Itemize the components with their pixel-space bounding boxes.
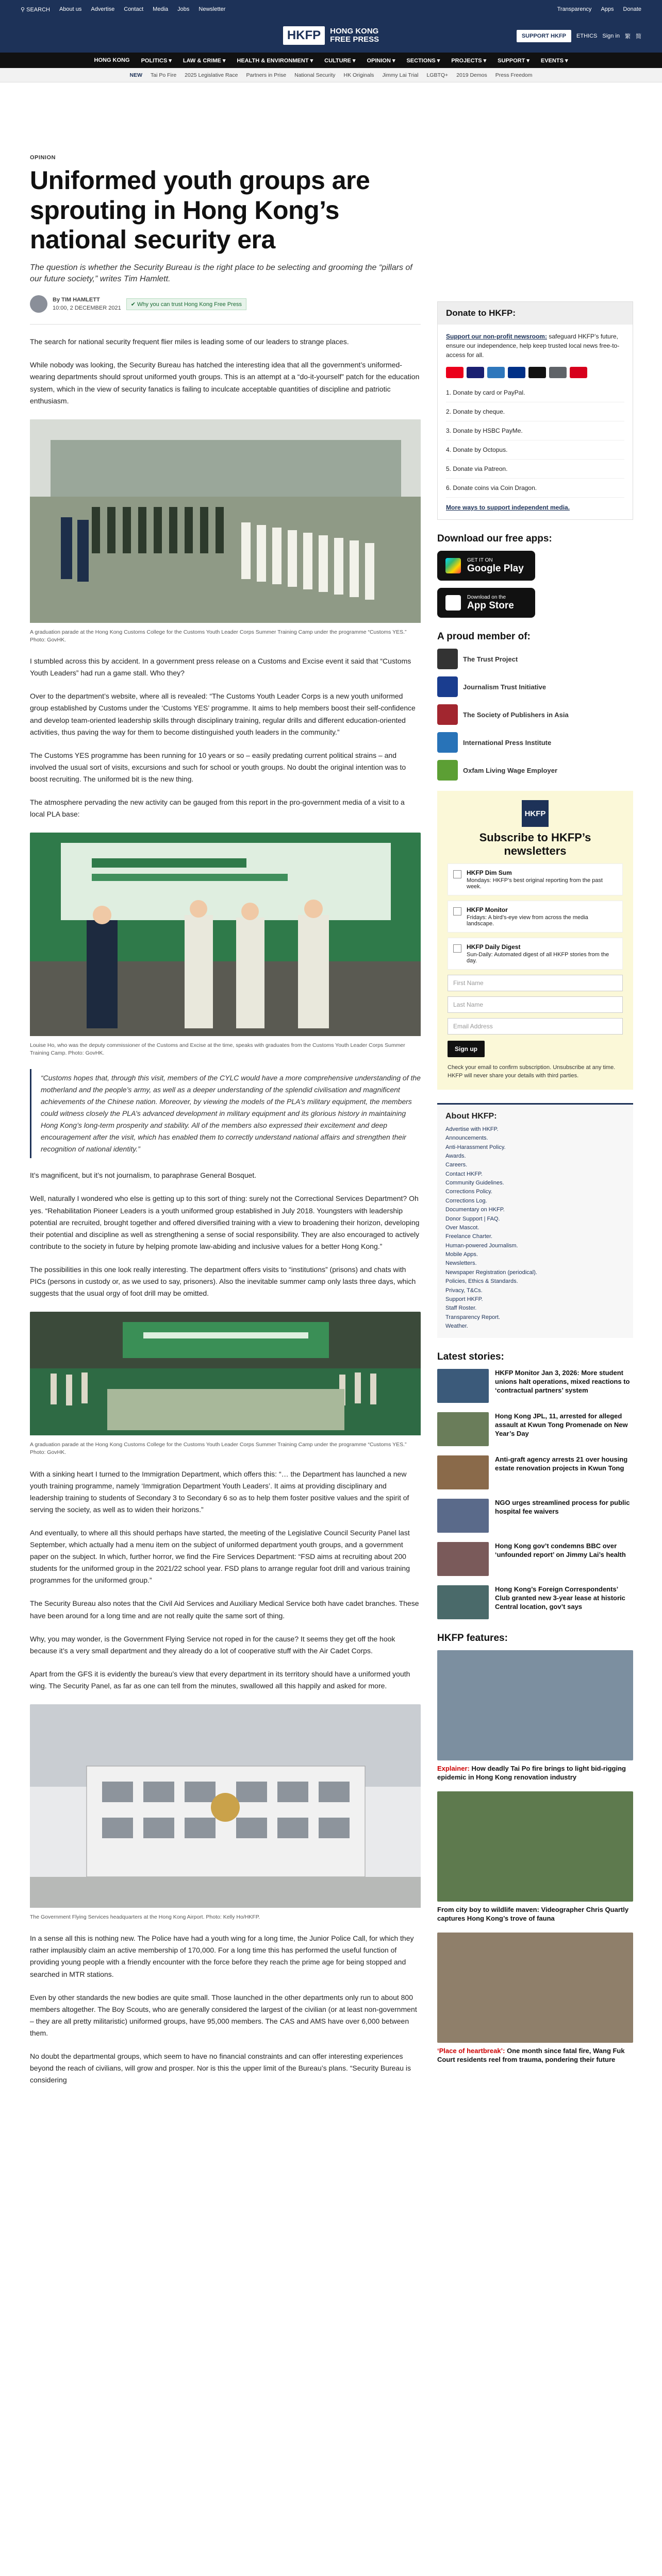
about-link[interactable]: Newsletters.: [445, 1260, 477, 1267]
paragraph: The Customs YES programme has been running for 10 years or so – easily predating current political strains – and involved the usual sort of visits, excursions and such for school or youth groups. No doubt the original intention was to boost recruiting. The uniformed bit is the new thing.: [30, 751, 406, 783]
about-link[interactable]: Anti-Harassment Policy.: [445, 1144, 506, 1150]
nl-text: Sun-Daily: Automated digest of all HKFP stories from the day.: [467, 951, 609, 964]
trending-link[interactable]: 2025 Legislative Race: [185, 72, 238, 78]
paragraph: Even by other standards the new bodies are quite small. Those launched in the other departments only run to about 800 members altogether. The Boy Scouts, who are generally considered the largest of the civilian (or at least non-government – they are all pretty militaristic) uniformed groups, have 95,000 members. The CAS and AMS have over 6,000 between them.: [30, 1993, 417, 2037]
about-link[interactable]: Transparency Report.: [445, 1314, 500, 1320]
visa-icon: [467, 367, 484, 378]
search-label: SEARCH: [26, 6, 50, 13]
feature-label: ‘Place of heartbreak’:: [437, 2046, 505, 2055]
logo-line1: HONG KONG: [330, 26, 379, 36]
topbar-link-advertise[interactable]: Advertise: [91, 6, 115, 12]
trending-link[interactable]: National Security: [294, 72, 336, 78]
about-link[interactable]: Awards.: [445, 1153, 466, 1159]
article: [30, 155, 421, 2086]
feature-story[interactable]: [437, 1650, 633, 1782]
paragraph: In a sense all this is nothing new. The Police have had a youth wing for a long time, the Junior Police Call, for which they rather implausibly claim an active membership of 170,000. For a long time this has performed the useful function of providing young people with a friendly encounter with the force before they reach the prime age for being stopped and searched in MTR stations.: [30, 1934, 414, 1978]
about-link[interactable]: Staff Roster.: [445, 1305, 477, 1312]
top-utility-bar: [0, 0, 662, 19]
article-photo-ceremony: [30, 1312, 421, 1438]
latest-story[interactable]: [437, 1455, 633, 1489]
about-link[interactable]: Donor Support | FAQ.: [445, 1215, 500, 1222]
ipi-icon: [437, 732, 458, 753]
about-link[interactable]: Weather.: [445, 1323, 468, 1330]
features-list: [437, 1650, 633, 2064]
paragraph: Well, naturally I wondered who else is getting up to this sort of thing: surely not the Correctional Services Department? Oh yes. “Rehabilitation Pioneer Leaders is a youth uniformed group established in July 2018. Youngsters with leadership potential are recruited, brought together and offered diversified training with a view to broadening their horizon, developing their potential and discipline as well as strengthening a sense of social responsibility. They are also encouraged to actively contribute to the society in future by helping promote law-abiding and inclusive values for a better Hong Kong.”: [30, 1194, 420, 1250]
jti-icon: [437, 676, 458, 697]
photo-caption: The Government Flying Services headquarters at the Hong Kong Airport. Photo: Kelly Ho/HKFP.: [30, 1914, 260, 1920]
topbar-link-donate[interactable]: Donate: [623, 6, 641, 12]
support-button[interactable]: SUPPORT HKFP: [517, 30, 571, 42]
feature-label: Explainer:: [437, 1765, 470, 1773]
lang-simp[interactable]: 简: [636, 33, 641, 40]
about-widget: [437, 1103, 633, 1338]
apple-icon: [445, 595, 461, 611]
donate-option[interactable]: 5. Donate via Patreon.: [446, 460, 624, 479]
googlepay-icon: [549, 367, 567, 378]
about-link[interactable]: Privacy, T&Cs.: [445, 1287, 483, 1294]
nl-title: HKFP Daily Digest: [467, 943, 521, 951]
latest-story[interactable]: [437, 1585, 633, 1619]
story-thumbnail: [437, 1455, 489, 1489]
last-name-input[interactable]: Last Name: [448, 996, 623, 1013]
member-trust-project[interactable]: [437, 649, 633, 669]
about-link[interactable]: Human-powered Journalism.: [445, 1242, 518, 1249]
latest-story[interactable]: [437, 1499, 633, 1533]
logo-mark: HKFP: [283, 26, 325, 45]
about-link[interactable]: Over Mascot.: [445, 1224, 479, 1231]
logo-line2: FREE PRESS: [330, 35, 379, 44]
about-link[interactable]: Freelance Charter.: [445, 1233, 493, 1240]
newsletter-logo: HKFP: [522, 800, 549, 827]
gp-big: Google Play: [467, 563, 524, 574]
author-avatar: [30, 295, 47, 313]
newsletter-widget: [437, 791, 633, 1090]
feature-image: [437, 1933, 633, 2043]
story-thumbnail: [437, 1369, 489, 1403]
byline: [30, 295, 421, 313]
site-logo[interactable]: [283, 26, 379, 45]
story-thumbnail: [437, 1412, 489, 1446]
nav-events[interactable]: EVENTS ▾: [540, 57, 568, 64]
donate-widget: [437, 301, 633, 520]
trending-link[interactable]: HK Originals: [343, 72, 374, 78]
member-label: International Press Institute: [463, 738, 552, 747]
nav-politics[interactable]: POLITICS ▾: [141, 57, 172, 64]
nl-text: Fridays: A bird’s-eye view from across the media landscape.: [467, 914, 588, 927]
feature-headline: From city boy to wildlife maven: Videographer Chris Quartly captures Hong Kong’s trove of fauna: [437, 1906, 629, 1923]
google-play-button[interactable]: [437, 551, 535, 581]
donate-option[interactable]: 4. Donate by Octopus.: [446, 440, 624, 460]
trending-link[interactable]: LGBTQ+: [426, 72, 449, 78]
newsletter-note: Check your email to confirm subscription. Unsubscribe at any time. HKFP will never share your details with third parties.: [448, 1064, 616, 1079]
checkbox[interactable]: [453, 907, 461, 916]
paragraph: The atmosphere pervading the new activity can be gauged from this report in the pro-government media of a visit to a local PLA base:: [30, 798, 405, 819]
paragraph: The search for national security frequent flier miles is leading some of our leaders to strange places.: [30, 337, 349, 346]
nav-sections[interactable]: SECTIONS ▾: [406, 57, 440, 64]
trending-link[interactable]: Jimmy Lai Trial: [382, 72, 419, 78]
about-link[interactable]: Newspaper Registration (periodical).: [445, 1269, 537, 1276]
donate-support-link[interactable]: Support our non-profit newsroom:: [446, 333, 547, 340]
feature-story[interactable]: [437, 1933, 633, 2064]
signup-button[interactable]: Sign up: [448, 1041, 485, 1057]
member-label: Oxfam Living Wage Employer: [463, 766, 558, 774]
masthead: [0, 19, 662, 53]
feature-story[interactable]: [437, 1791, 633, 1923]
nl-text: Mondays: HKFP’s best original reporting from the past week.: [467, 877, 603, 890]
about-title: About HKFP:: [445, 1111, 497, 1121]
story-thumbnail: [437, 1499, 489, 1533]
google-play-icon: [445, 558, 461, 573]
story-headline: HKFP Monitor Jan 3, 2026: More student unions halt operations, mixed reactions to ‘contractual partners’ system: [495, 1369, 630, 1395]
topbar-link-about[interactable]: About us: [59, 6, 82, 12]
pullquote: “Customs hopes that, through this visit, members of the CYLC would have a more comprehensive understanding of the motherland and the people’s army, as well as a deeper understanding of the splendid civilisation and magnificent achievements of the Chinese nation. Moreover, by viewing the models of the PLA’s military equipment, the members could witness closely the PLA’s advanced development in military equipment and its glorious history in maintaining Hong Kong’s long-term prosperity and stability. All of the members also expressed their excitement and deep encouragement after the visit, which has enabled them to correctly understand national affairs and strengthen their recognition of national identity.”: [30, 1069, 421, 1159]
nav-opinion[interactable]: OPINION ▾: [367, 57, 395, 64]
article-photo-parade: [30, 419, 421, 625]
feature-image: [437, 1791, 633, 1902]
about-link[interactable]: Contact HKFP.: [445, 1171, 483, 1177]
applepay-icon: [528, 367, 546, 378]
nav-culture[interactable]: CULTURE ▾: [324, 57, 356, 64]
paragraph: The Security Bureau also notes that the Civil Aid Services and Auxiliary Medical Service both have cadet branches. These have been around for a long time and are not really quite the same sort of thing.: [30, 1599, 419, 1620]
latest-story[interactable]: [437, 1542, 633, 1576]
about-link[interactable]: Policies, Ethics & Standards.: [445, 1278, 518, 1285]
about-link[interactable]: Corrections Log.: [445, 1197, 487, 1204]
features-title: HKFP features:: [437, 1633, 508, 1644]
trending-link[interactable]: Partners in Prise: [246, 72, 287, 78]
donate-title: Donate to HKFP:: [438, 302, 633, 325]
paragraph: The possibilities in this one look really interesting. The department offers visits to “institutions” (prisons) and chats with PICs (persons in custody or, as we used to say, prisoners). Also the inevitable summer camp only lasts three days, which suggests that the usual orgy of foot drill may be omitted.: [30, 1265, 416, 1298]
nav-hong-kong[interactable]: HONG KONG: [94, 57, 130, 63]
paragraph: It’s magnificent, but it’s not journalism, to paraphrase General Bosquet.: [30, 1171, 257, 1180]
topbar-link-jobs[interactable]: Jobs: [177, 6, 190, 12]
amex-icon: [487, 367, 505, 378]
donate-option[interactable]: 2. Donate by cheque.: [446, 402, 624, 421]
nav-health-env[interactable]: HEALTH & ENVIRONMENT ▾: [237, 57, 313, 64]
about-link[interactable]: Careers.: [445, 1162, 468, 1168]
member-title: A proud member of:: [437, 631, 531, 642]
story-headline: Anti-graft agency arrests 21 over housing estate renovation projects in Kwun Tong: [495, 1455, 628, 1472]
article-kicker[interactable]: OPINION: [30, 155, 56, 161]
paragraph: No doubt the departmental groups, which seem to have no financial constraints and can offer interesting experiences beyond the reach of civilians, will grow and prosper. Nor is this the upper limit of the Bureau’s plans. “Security Bureau is considering: [30, 2052, 411, 2084]
paragraph: Over to the department’s website, where all is revealed: “The Customs Youth Leader Corps is a new youth uniformed group established by Customs under the ‘Customs YES’ programme. It aims to help members boost their self-confidence and develop team-oriented leadership skills through disciplinary training, regular drills and different education-oriented activities, thus paving the way for them to become distinguished youth leaders in the community.”: [30, 692, 416, 736]
first-name-input[interactable]: First Name: [448, 975, 623, 991]
photo-caption: A graduation parade at the Hong Kong Customs College for the Customs Youth Leader Corps Summer Training Camp under the programme “Customs YES.” Photo: GovHK.: [30, 1442, 407, 1456]
trust-badge-link[interactable]: ✔ Why you can trust Hong Kong Free Press: [126, 298, 246, 310]
donate-text: safeguard HKFP’s future, ensure our independence, help keep trusted local news free-to-access for all.: [446, 333, 620, 359]
donate-option[interactable]: 6. Donate coins via Coin Dragon.: [446, 479, 624, 498]
trending-link[interactable]: Press Freedom: [495, 72, 533, 78]
paragraph: I stumbled across this by accident. In a government press release on a Customs and Excise event it said that “Customs Youth Leaders” had run a game stall. Who they?: [30, 657, 411, 677]
paragraph: And eventually, to where all this should perhaps have started, the meeting of the Legislative Council Security Panel last September, which actually had a menu item on the subject of uniformed department youth groups, and a government paper on the subject. In which, further horror, we find the Fire Services Department: “FSD aims at recruiting about 200 students for the uniformed group in the 2021/22 school year. FSD plans to arrange regular foot drill and various training programmes for the uniformed group.”: [30, 1528, 410, 1585]
gp-small: GET IT ON: [467, 557, 493, 563]
member-jti[interactable]: [437, 676, 633, 697]
donate-option[interactable]: 3. Donate by HSBC PayMe.: [446, 421, 624, 440]
member-oxfam[interactable]: [437, 760, 633, 781]
author-name[interactable]: By TIM HAMLETT: [53, 296, 100, 303]
article-title: Uniformed youth groups are sprouting in Hong Kong’s national security era: [30, 166, 370, 254]
article-standfirst: The question is whether the Security Bureau is the right place to be selecting and grooming the “pillars of our future society,” writes Tim Hamlett.: [30, 263, 412, 283]
feature-headline: ‘Place of heartbreak’: One month since fatal fire, Wang Fuk Court residents reel from trauma, pondering their future: [437, 2046, 625, 2063]
topbar-link-transparency[interactable]: Transparency: [557, 6, 592, 12]
new-badge: NEW: [129, 72, 142, 78]
as-small: Download on the: [467, 594, 506, 600]
about-link[interactable]: Advertise with HKFP.: [445, 1126, 499, 1132]
oxfam-icon: [437, 760, 458, 781]
topbar-link-apps[interactable]: Apps: [601, 6, 614, 12]
about-link[interactable]: Community Guidelines.: [445, 1180, 504, 1187]
photo-caption: A graduation parade at the Hong Kong Customs College for the Customs Youth Leader Corps Summer Training Camp under the programme “Customs YES.” Photo: GovHK.: [30, 629, 407, 643]
about-link[interactable]: Support HKFP.: [445, 1296, 483, 1302]
trust-badge-label: Why you can trust Hong Kong Free Press: [137, 301, 242, 308]
member-sopa[interactable]: [437, 704, 633, 725]
about-link[interactable]: Mobile Apps.: [445, 1251, 478, 1258]
topbar-link-media[interactable]: Media: [153, 6, 169, 12]
trending-link[interactable]: 2019 Demos: [456, 72, 487, 78]
checkbox[interactable]: [453, 944, 461, 953]
paypal-icon: [508, 367, 525, 378]
about-link[interactable]: Corrections Policy.: [445, 1189, 492, 1195]
latest-story[interactable]: [437, 1369, 633, 1403]
sopa-icon: [437, 704, 458, 725]
app-store-button[interactable]: [437, 588, 535, 618]
lang-trad[interactable]: 繁: [625, 33, 631, 40]
checkbox[interactable]: [453, 870, 461, 878]
mastercard-icon: [446, 367, 464, 378]
newsletter-option-digest[interactable]: [448, 938, 623, 970]
member-label: The Society of Publishers in Asia: [463, 710, 569, 719]
latest-story[interactable]: [437, 1412, 633, 1446]
photo-caption: Louise Ho, who was the deputy commissioner of the Customs and Excise at the time, speaks with graduates from the Customs Youth Leader Corps Summer Training Camp. Photo: GovHK.: [30, 1042, 405, 1057]
topbar-link-newsletter[interactable]: Newsletter: [198, 6, 226, 12]
story-headline: NGO urges streamlined process for public hospital fee waivers: [495, 1499, 630, 1516]
newsletter-title: Subscribe to HKFP’s newsletters: [479, 831, 591, 858]
about-link[interactable]: Documentary on HKFP.: [445, 1207, 505, 1213]
trust-project-icon: [437, 649, 458, 669]
about-list: [445, 1125, 625, 1331]
trending-bar: [0, 68, 662, 82]
about-link[interactable]: Announcements.: [445, 1135, 488, 1142]
feature-image: [437, 1650, 633, 1760]
member-ipi[interactable]: [437, 732, 633, 753]
ethics-link[interactable]: ETHICS: [576, 33, 598, 39]
search-link[interactable]: ⚲ SEARCH: [21, 6, 50, 13]
latest-list: [437, 1369, 633, 1619]
trending-link[interactable]: Tai Po Fire: [150, 72, 177, 78]
article-photo-gfs: [30, 1704, 421, 1910]
email-input[interactable]: Email Address: [448, 1018, 623, 1035]
member-label: Journalism Trust Initiative: [463, 683, 547, 691]
payment-logos: [446, 367, 624, 378]
story-thumbnail: [437, 1585, 489, 1619]
feature-headline: Explainer: How deadly Tai Po fire brings to light bid-rigging epidemic in Hong Kong renovation industry: [437, 1765, 626, 1782]
sign-in-link[interactable]: Sign in: [602, 33, 620, 39]
nl-title: HKFP Dim Sum: [467, 869, 512, 876]
member-label: The Trust Project: [463, 655, 518, 663]
apps-title: Download our free apps:: [437, 533, 552, 544]
publish-date: 10:00, 2 DECEMBER 2021: [53, 305, 121, 312]
story-headline: Hong Kong gov’t condemns BBC over ‘unfounded report’ on Jimmy Lai’s health: [495, 1542, 626, 1559]
newsletter-option-dimsum[interactable]: [448, 863, 623, 895]
paragraph: Why, you may wonder, is the Government Flying Service not roped in for the cause? It seems they get off the hook because it’s a very small department and they already do a lot of cooperative stuff with the Air Cadet Corps.: [30, 1634, 395, 1655]
nav-projects[interactable]: PROJECTS ▾: [451, 57, 487, 64]
donate-option[interactable]: 1. Donate by card or PayPal.: [446, 383, 624, 402]
paragraph: Apart from the GFS it is evidently the bureau’s view that every department in its territory should have a uniformed youth wing. The Security Panel, as far as one can tell from the minutes, swallowed all this happily and asked for more.: [30, 1669, 410, 1690]
story-headline: Hong Kong JPL, 11, arrested for alleged assault at Kwun Tong Promenade on New Year’s Day: [495, 1412, 628, 1438]
more-ways-link[interactable]: More ways to support independent media.: [446, 504, 570, 511]
topbar-link-contact[interactable]: Contact: [124, 6, 144, 12]
payme-icon: [570, 367, 587, 378]
sidebar: [437, 301, 633, 2074]
newsletter-option-monitor[interactable]: [448, 901, 623, 933]
paragraph: While nobody was looking, the Security Bureau has hatched the interesting idea that all the government’s uniformed-wearing departments should sprout uniformed youth groups. This is an attempt at a “do-it-yourself” patch for the education system, which in the view of security fanatics is failing to inculcate acceptable quantities of discipline and patriotic enthusiasm.: [30, 361, 420, 405]
paragraph: With a sinking heart I turned to the Immigration Department, which offers this: “… the Department has launched a new youth training programme, namely ‘Immigration Department Youth Leaders’. It aims at providing disciplinary and leadership training to students of Secondary 3 to Secondary 6 so as to help them foster positive values and the spirit of serving the society, as well as to widen their horizons.”: [30, 1469, 409, 1514]
nav-law-crime[interactable]: LAW & CRIME ▾: [183, 57, 226, 64]
main-nav: [0, 53, 662, 68]
as-big: App Store: [467, 600, 514, 611]
nl-title: HKFP Monitor: [467, 906, 508, 913]
nav-support[interactable]: SUPPORT ▾: [498, 57, 529, 64]
story-headline: Hong Kong’s Foreign Correspondents’ Club granted new 3-year lease at historic Central location, gov’t says: [495, 1585, 625, 1611]
latest-title: Latest stories:: [437, 1351, 504, 1363]
story-thumbnail: [437, 1542, 489, 1576]
article-photo-graduates: [30, 833, 421, 1039]
